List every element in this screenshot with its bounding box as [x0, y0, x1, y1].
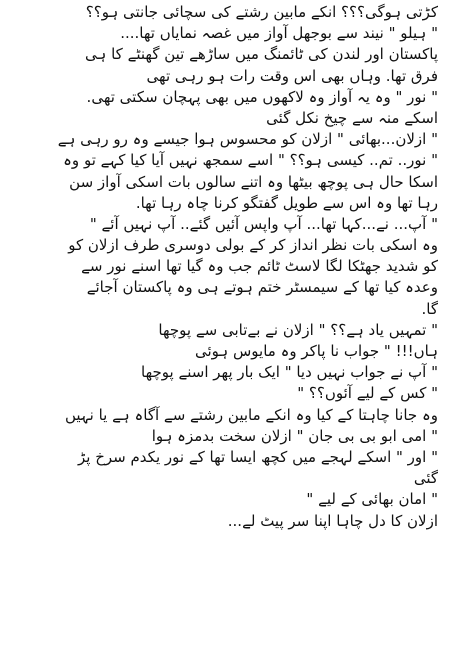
story-line: ازلان کا دل چاہا اپنا سر پیٹ لے... — [227, 511, 438, 530]
story-line: وہ اسکی بات نظر انداز کر کے بولی دوسری طرف ازلان کو — [68, 236, 438, 255]
story-line: وعدہ کیا تھا کے سیمسٹر ختم ہوتے ہی وہ پاکستان آجائے — [86, 278, 438, 297]
story-line: " ازلان...بھائی " ازلان کو محسوس ہوا جیسے وہ رو رہی ہے — [57, 130, 438, 149]
story-line: گئی — [413, 469, 438, 488]
story-line: اسکا حال ہی پوچھ بیٹھا وہ اتنے سالوں بات اسکی آواز سن — [69, 172, 438, 191]
story-line: " نور " وہ یہ آواز وہ لاکھوں میں بھی پہچان سکتی تھی. — [86, 87, 438, 106]
story-line: وہ جانا چاہتا کے کیا وہ انکے مابین رشتے سے آگاہ ہے یا نہیں — [64, 405, 438, 424]
story-line: " نور.. تم.. کیسی ہو؟؟ " اسے سمجھ نہیں آیا کیا کہے تو وہ — [63, 151, 438, 170]
story-line: گا. — [421, 299, 438, 318]
story-line: رہا تھا وہ اس سے طویل گفتگو کرنا چاہ رہا تھا. — [135, 193, 438, 212]
story-line: فرق تھا. وہاں بھی اس وقت رات ہو رہی تھی — [146, 66, 438, 85]
story-line: پاکستان اور لندن کی ٹائمنگ میں ساڑھے تین گھنٹے کا ہی — [85, 45, 438, 64]
story-line: " امی ابو بی بی جان " ازلان سخت بدمزہ ہوا — [151, 426, 438, 445]
story-line: کڑتی ہوگی؟؟؟ انکے مابین رشتے کی سچائی جانتی ہو؟؟ — [85, 3, 438, 21]
story-line: " کس کے لیے آئوں؟؟ " — [297, 384, 438, 403]
story-line: " ہیلو " نیند سے بوجھل آواز میں غصہ نمایاں تھا.... — [120, 24, 438, 43]
story-line: " تمہیں یاد ہے؟؟ " ازلان نے بےتابی سے پوچھا — [158, 320, 438, 339]
story-line: " آپ نے جواب نہیں دیا " ایک بار پھر اسنے پوچھا — [141, 363, 438, 382]
story-line: کو شدید جھٹکا لگا لاسٹ ٹائم جب وہ گیا تھا اسنے نور سے — [81, 257, 438, 276]
story-line: ہاں!!! " جواب نا پاکر وہ مایوس ہوئی — [195, 342, 438, 360]
story-line: " اور " اسکے لہجے میں کچھ ایسا تھا کے نور یکدم سرخ پڑ — [77, 447, 438, 466]
story-line: " آپ... نے...کہا تھا... آپ واپس آئیں گئے.. آپ نہیں آئے " — [89, 214, 438, 233]
story-line: اسکے منہ سے چیخ نکل گئی — [266, 108, 438, 127]
story-line: " امان بھائی کے لیے " — [306, 490, 438, 509]
